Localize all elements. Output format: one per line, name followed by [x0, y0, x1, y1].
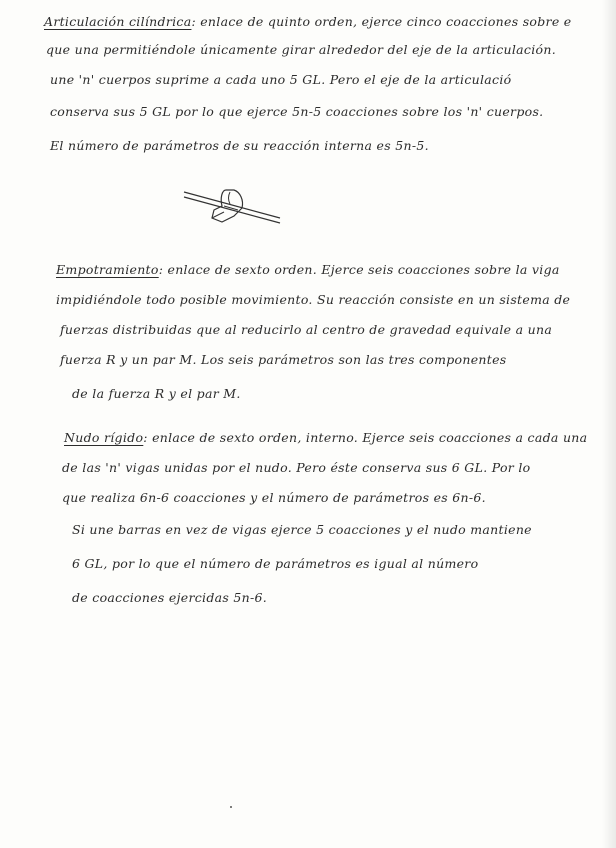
paragraph-1-line-1: [44, 14, 572, 29]
paragraph-3-line-2: de las 'n' vigas unidas por el nudo. Pero éste conserva sus 6 GL. Por lo: [62, 460, 531, 475]
paragraph-2-line-1: [56, 262, 560, 277]
paragraph-1-line-2: que una permitiéndole únicamente girar alrededor del eje de la articulación.: [46, 42, 556, 57]
paragraph-3-line-3: que realiza 6n-6 coacciones y el número de parámetros es 6n-6.: [62, 490, 486, 505]
paragraph-3-line-1: [64, 430, 587, 445]
paragraph-1-line-1-text: : enlace de quinto orden, ejerce cinco coacciones sobre e: [191, 14, 572, 29]
paragraph-1-line-5: El número de parámetros de su reacción interna es 5n-5.: [50, 138, 429, 153]
term-articulacion-cilindrica: Articulación cilíndrica: [44, 14, 192, 29]
paragraph-3-line-4: Si une barras en vez de vigas ejerce 5 coacciones y el nudo mantiene: [72, 522, 532, 537]
paragraph-2-line-3: fuerzas distribuidas que al reducirlo al centro de gravedad equivale a una: [60, 322, 553, 337]
paragraph-2-line-5: de la fuerza R y el par M.: [72, 386, 241, 401]
paragraph-1-line-4: conserva sus 5 GL por lo que ejerce 5n-5 coacciones sobre los 'n' cuerpos.: [50, 104, 544, 119]
paragraph-3-line-1-text: : enlace de sexto orden, interno. Ejerce seis coacciones a cada una: [143, 430, 588, 445]
paragraph-3-line-6: de coacciones ejercidas 5n-6.: [72, 590, 268, 605]
term-nudo-rigido: Nudo rígido: [64, 430, 144, 445]
paragraph-2-line-4: fuerza R y un par M. Los seis parámetros son las tres componentes: [60, 352, 507, 367]
paragraph-3-line-5: 6 GL, por lo que el número de parámetros es igual al número: [72, 556, 479, 571]
page-edge-shadow: [602, 0, 616, 848]
term-empotramiento: Empotramiento: [56, 262, 159, 277]
paragraph-2-line-2: impidiéndole todo posible movimiento. Su reacción consiste en un sistema de: [56, 292, 571, 307]
cylindrical-joint-sketch-icon: [182, 182, 282, 230]
stray-pen-mark: [230, 806, 232, 808]
paragraph-2-line-1-text: : enlace de sexto orden. Ejerce seis coacciones sobre la viga: [158, 262, 560, 277]
paragraph-1-line-3: une 'n' cuerpos suprime a cada uno 5 GL. Pero el eje de la articulació: [50, 72, 512, 87]
